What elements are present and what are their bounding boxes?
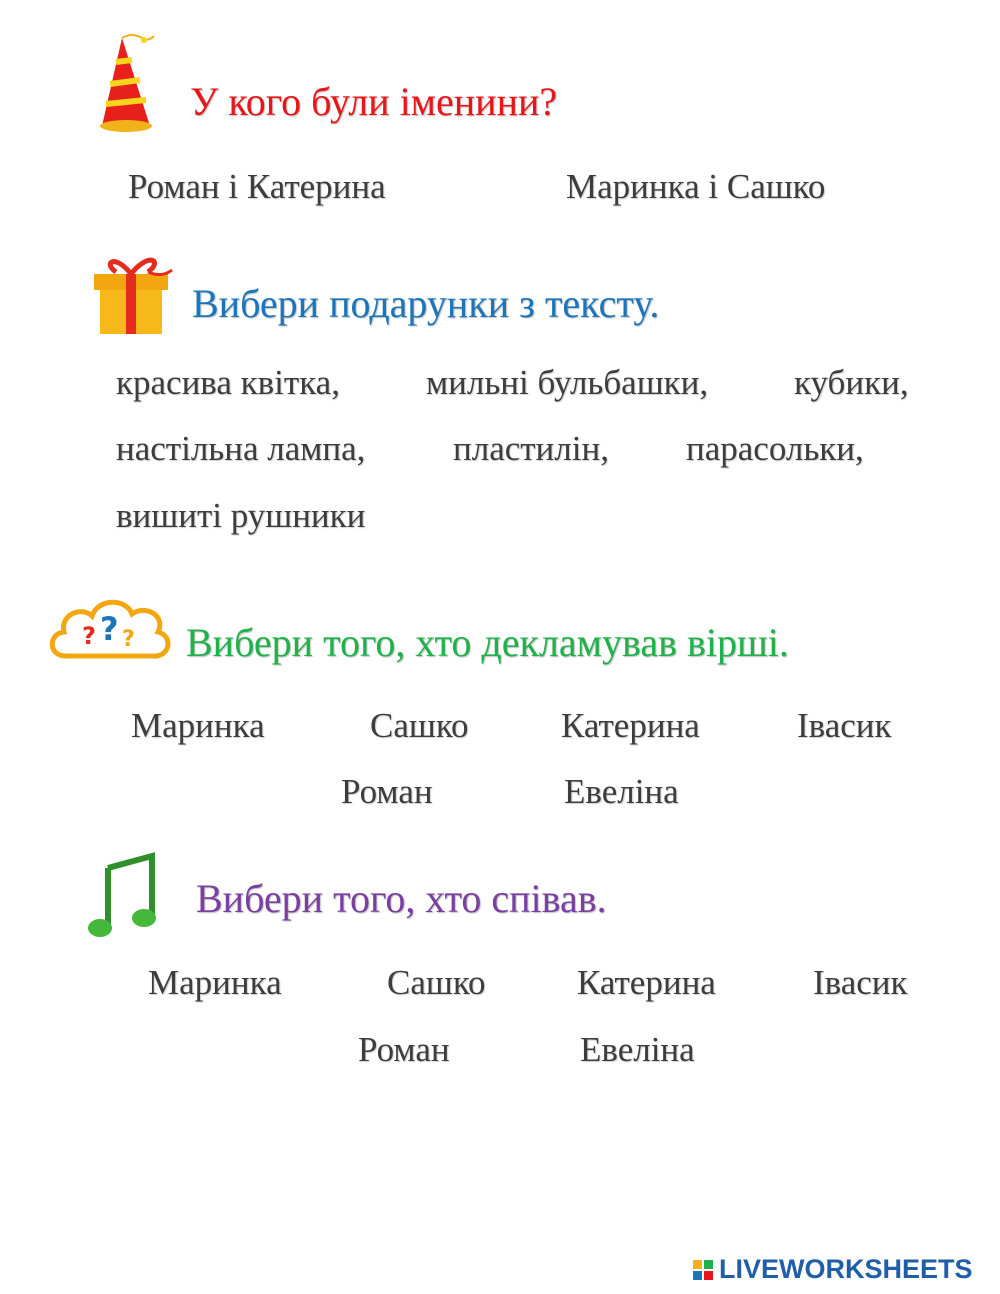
liveworksheets-logo <box>692 1254 973 1285</box>
question-sang: Вибери того, хто співав. <box>196 876 607 921</box>
option-katerina-2[interactable]: Катерина <box>577 963 716 1002</box>
music-note-icon <box>86 852 158 938</box>
logo-text: LIVEWORKSHEETS <box>719 1254 973 1284</box>
question-birthday: У кого були іменини? <box>190 79 558 124</box>
gift-box-icon <box>86 250 176 340</box>
option-ivasyk-2[interactable]: Івасик <box>813 963 908 1002</box>
svg-text:?: ? <box>100 610 119 648</box>
option-flower[interactable]: красива квітка, <box>116 363 340 402</box>
option-roman-katerina[interactable]: Роман і Катерина <box>128 167 386 206</box>
option-evelina[interactable]: Евеліна <box>564 772 679 811</box>
option-ivasyk[interactable]: Івасик <box>797 706 892 745</box>
option-plasticine[interactable]: пластилін, <box>453 429 609 468</box>
option-marynka[interactable]: Маринка <box>131 706 265 745</box>
option-sashko-2[interactable]: Сашко <box>387 963 486 1002</box>
option-towels[interactable]: вишиті рушники <box>116 496 366 535</box>
question-gifts: Вибери подарунки з тексту. <box>192 281 660 326</box>
option-katerina[interactable]: Катерина <box>561 706 700 745</box>
svg-text:?: ? <box>122 627 135 652</box>
question-cloud-icon <box>46 594 174 670</box>
option-bubbles[interactable]: мильні бульбашки, <box>426 363 709 402</box>
option-roman[interactable]: Роман <box>341 772 433 811</box>
option-lamp[interactable]: настільна лампа, <box>116 429 366 468</box>
option-evelina-2[interactable]: Евеліна <box>580 1030 695 1069</box>
party-hat-icon <box>92 32 156 132</box>
option-marynka-2[interactable]: Маринка <box>148 963 282 1002</box>
option-cubes[interactable]: кубики, <box>794 363 909 402</box>
svg-text:?: ? <box>82 622 96 650</box>
option-umbrellas[interactable]: парасольки, <box>686 429 864 468</box>
question-poems: Вибери того, хто декламував вірші. <box>186 620 789 665</box>
option-marynka-sashko[interactable]: Маринка і Сашко <box>566 167 826 206</box>
option-sashko[interactable]: Сашко <box>370 706 469 745</box>
logo-mark-icon <box>692 1259 716 1281</box>
option-roman-2[interactable]: Роман <box>358 1030 450 1069</box>
